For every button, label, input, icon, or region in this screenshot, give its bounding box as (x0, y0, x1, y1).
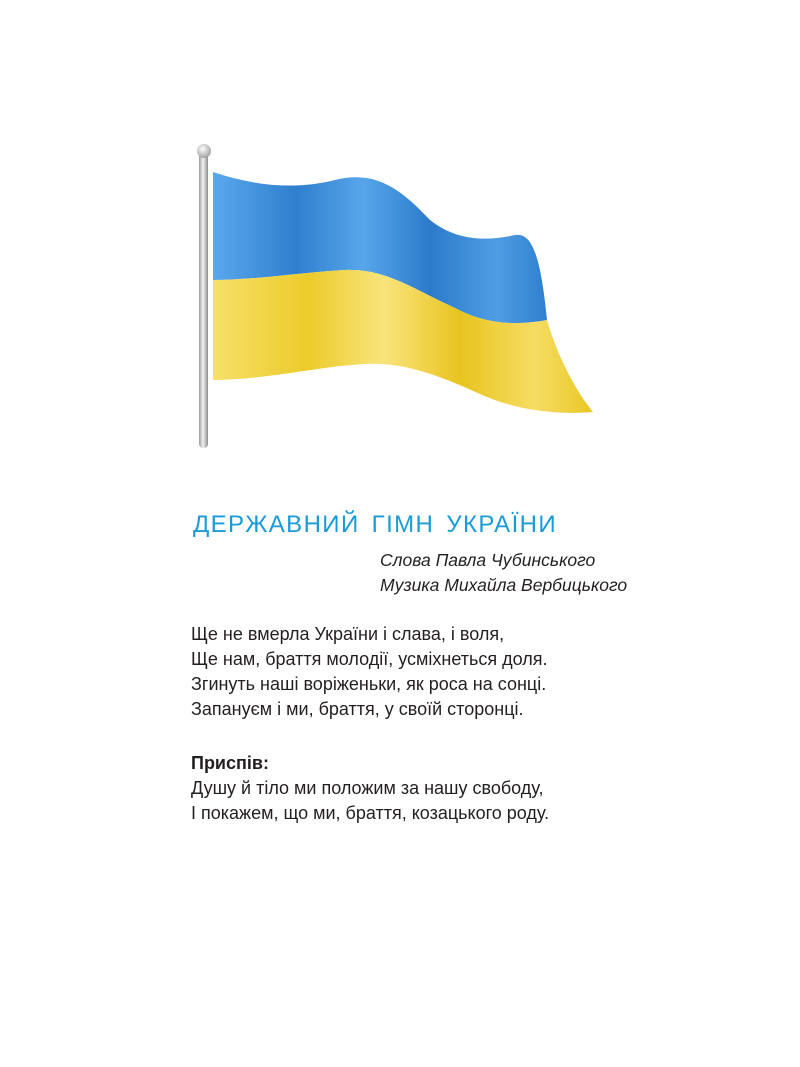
lyrics-credit: Слова Павла Чубинського (380, 550, 596, 570)
flag-illustration (185, 140, 605, 460)
flagpole-knob (197, 144, 211, 158)
verse-line: Ще нам, браття молодії, усміхнеться доля. (191, 649, 548, 669)
chorus-line: І покажем, що ми, браття, козацького роду. (191, 803, 550, 823)
verse-line: Ще не вмерла України і слава, і воля, (191, 624, 505, 644)
chorus-label: Приспів: (191, 753, 269, 773)
chorus-line: Душу й тіло ми положим за нашу свободу, (191, 778, 544, 798)
verse-line: Запануєм і ми, браття, у своїй сторонці. (191, 699, 524, 719)
ukraine-flag-icon (185, 140, 605, 460)
verse (191, 622, 547, 722)
verse-line: Згинуть наші воріженьки, як роса на сонці. (191, 674, 547, 694)
page-title: ДЕРЖАВНИЙ ГІМН УКРАЇНИ (193, 511, 558, 538)
credits (380, 548, 627, 598)
flagpole (199, 152, 208, 448)
music-credit: Музика Михайла Вербицького (380, 575, 628, 595)
chorus (191, 751, 549, 826)
